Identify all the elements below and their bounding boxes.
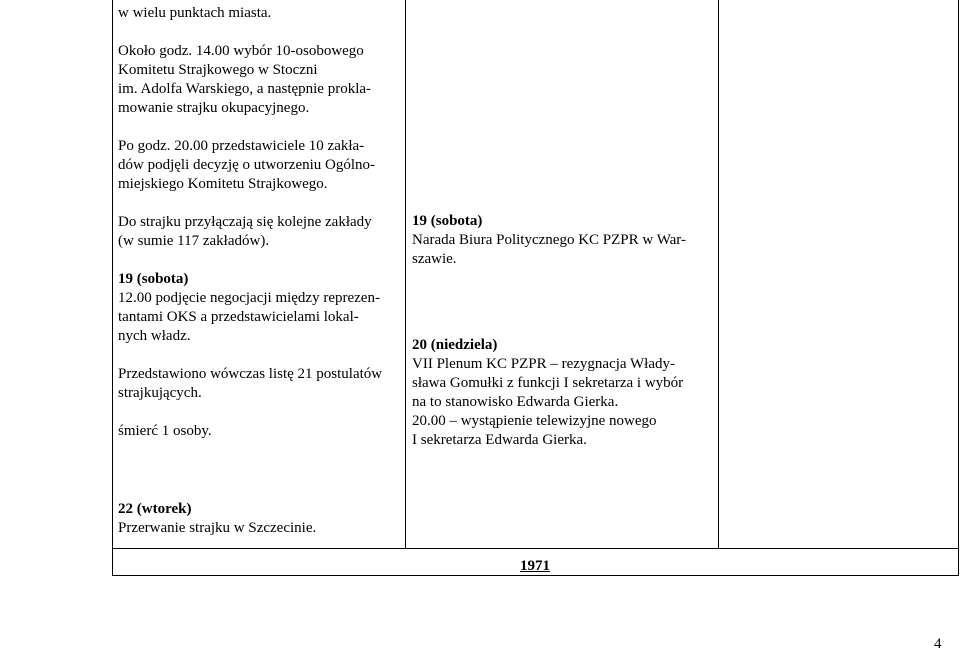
- text-line: Do strajku przyłączają się kolejne zakłady: [118, 214, 372, 230]
- events-column-2: [412, 212, 716, 269]
- events-column-1: [118, 4, 403, 441]
- date-heading: 19 (sobota): [412, 213, 483, 229]
- text-line: Narada Biura Politycznego KC PZPR w War-: [412, 232, 686, 248]
- text-line: dów podjęli decyzję o utworzeniu Ogólno-: [118, 157, 376, 173]
- text-line: Po godz. 20.00 przedstawiciele 10 zakła-: [118, 138, 365, 154]
- text-line: Przerwanie strajku w Szczecinie.: [118, 520, 317, 536]
- text-line: 20.00 – wystąpienie telewizyjne nowego: [412, 413, 657, 429]
- date-heading: 20 (niedziela): [412, 337, 498, 353]
- text-line: w wielu punktach miasta.: [118, 5, 272, 21]
- page-number: 4: [934, 636, 942, 652]
- row-divider: [112, 548, 959, 549]
- year-heading: 1971: [520, 558, 550, 574]
- text-line: im. Adolfa Warskiego, a następnie prokla-: [118, 81, 372, 97]
- text-line: na to stanowisko Edwarda Gierka.: [412, 394, 619, 410]
- text-line: tantami OKS a przedstawicielami lokal-: [118, 309, 359, 325]
- text-line: Około godz. 14.00 wybór 10-osobowego: [118, 43, 364, 59]
- text-line: VII Plenum KC PZPR – rezygnacja Włady-: [412, 356, 676, 372]
- text-line: strajkujących.: [118, 385, 202, 401]
- text-line: szawie.: [412, 251, 457, 267]
- column-divider-1: [405, 0, 406, 548]
- text-line: sława Gomułki z funkcji I sekretarza i wybór: [412, 375, 684, 391]
- table-border-left: [112, 0, 113, 576]
- text-line: (w sumie 117 zakładów).: [118, 233, 270, 249]
- table-border-right: [958, 0, 959, 576]
- text-line: nych władz.: [118, 328, 191, 344]
- date-heading: 22 (wtorek): [118, 501, 192, 517]
- column-divider-2: [718, 0, 719, 548]
- text-line: I sekretarza Edwarda Gierka.: [412, 432, 587, 448]
- text-line: Przedstawiono wówczas listę 21 postulatów: [118, 366, 383, 382]
- text-line: śmierć 1 osoby.: [118, 423, 212, 439]
- text-line: mowanie strajku okupacyjnego.: [118, 100, 310, 116]
- events-column-1-bottom: [118, 500, 403, 538]
- events-column-2-lower: [412, 336, 716, 450]
- date-heading: 19 (sobota): [118, 271, 189, 287]
- text-line: miejskiego Komitetu Strajkowego.: [118, 176, 328, 192]
- text-line: 12.00 podjęcie negocjacji między reprezen-: [118, 290, 380, 306]
- text-line: Komitetu Strajkowego w Stoczni: [118, 62, 318, 78]
